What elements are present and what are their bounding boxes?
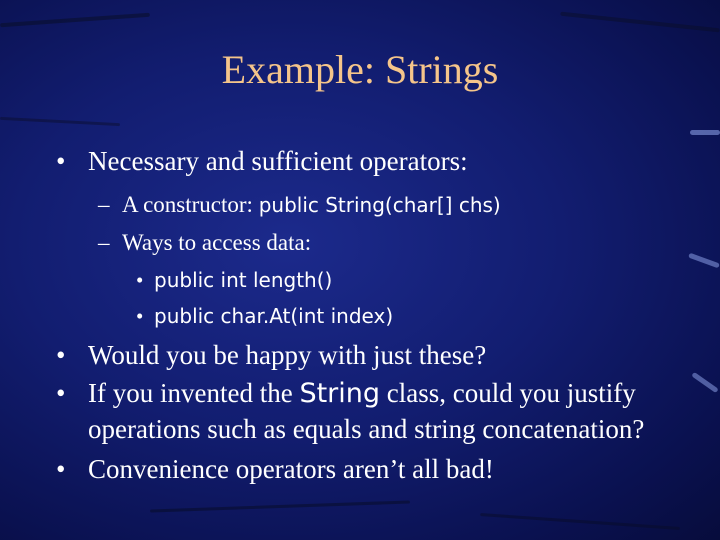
bullet-point-3: • bbox=[56, 378, 66, 408]
sub-1-line bbox=[122, 192, 501, 218]
code-charat: public char.At(int index) bbox=[154, 304, 394, 328]
background-streak bbox=[0, 117, 120, 126]
bullet-point-2: • bbox=[56, 340, 66, 370]
background-streak bbox=[150, 500, 410, 512]
background-streak bbox=[560, 12, 720, 33]
background-streak bbox=[690, 130, 720, 135]
point-2-text: Would you be happy with just these? bbox=[88, 340, 487, 370]
point-3-code: String bbox=[299, 378, 381, 409]
point-3-post: class, could you justify bbox=[380, 378, 636, 408]
background-streak bbox=[480, 513, 680, 530]
background-streak bbox=[688, 253, 720, 269]
sub-bullet-2: • bbox=[136, 304, 144, 328]
bullet-point-4: • bbox=[56, 454, 66, 484]
code-length: public int length() bbox=[154, 268, 333, 292]
point-1-text: Necessary and sufficient operators: bbox=[88, 146, 468, 176]
point-3-line-2: operations such as equals and string concatenation? bbox=[88, 414, 645, 444]
code-line-2 bbox=[154, 304, 393, 329]
code-line-1 bbox=[154, 268, 332, 293]
sub-2-text: Ways to access data: bbox=[122, 230, 312, 255]
point-4-text: Convenience operators aren’t all bad! bbox=[88, 454, 494, 484]
point-3-pre: If you invented the bbox=[88, 378, 300, 408]
point-3-line-1 bbox=[88, 378, 636, 409]
dash-sub-2: – bbox=[98, 230, 110, 255]
background-streak bbox=[691, 372, 718, 393]
sub-1-prefix: A constructor: bbox=[122, 192, 259, 217]
dash-sub-1: – bbox=[98, 192, 110, 217]
sub-1-code: public String(char[] chs) bbox=[258, 193, 501, 217]
slide-title: Example: Strings bbox=[221, 47, 499, 92]
background-streak bbox=[0, 13, 150, 27]
bullet-point-1: • bbox=[56, 146, 66, 176]
sub-bullet-1: • bbox=[136, 268, 144, 292]
